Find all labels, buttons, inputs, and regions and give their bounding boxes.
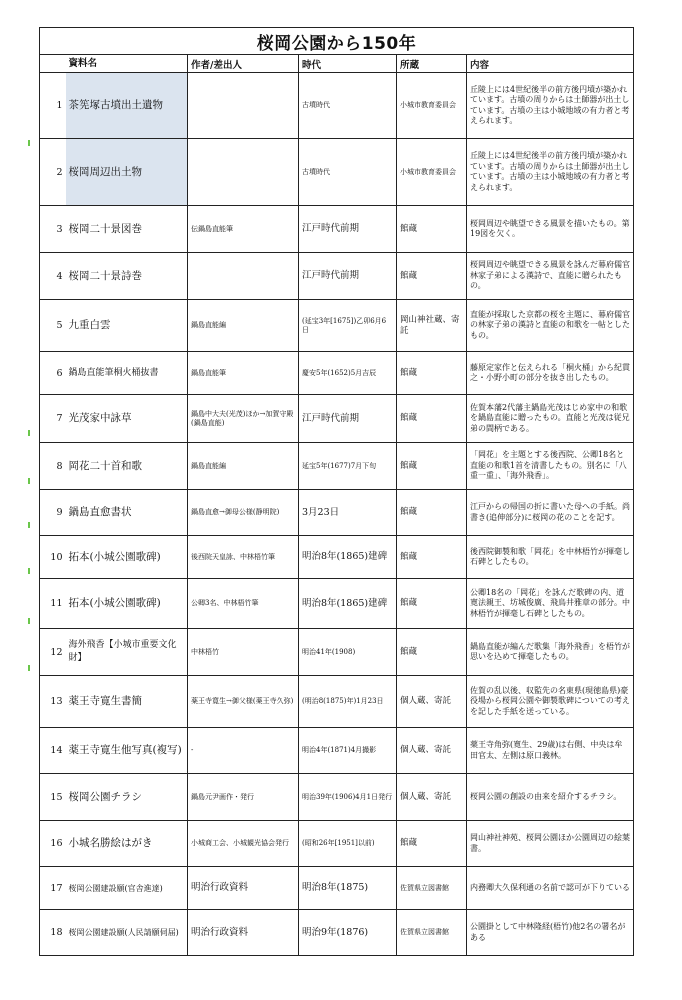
row-period: 明治41年(1908) — [299, 629, 397, 676]
row-number: 9 — [40, 490, 66, 536]
table-row — [40, 676, 634, 728]
row-location: 館蔵 — [397, 206, 467, 253]
row-marker — [28, 522, 30, 528]
row-name: 桜岡公園建設願(人民請願伺届) — [66, 910, 188, 956]
row-marker — [28, 430, 30, 436]
row-content: 丘陵上には4世紀後半の前方後円墳が築かれています。古墳の周りからは土師器が出土しています。古墳の主は小城地域の有力者と考えられます。 — [467, 139, 634, 206]
row-location: 館蔵 — [397, 253, 467, 300]
row-author — [188, 253, 299, 300]
row-location: 館蔵 — [397, 352, 467, 395]
row-location: 館蔵 — [397, 821, 467, 867]
row-author: 明治行政資料 — [188, 910, 299, 956]
row-name: 桜岡公園チラシ — [66, 774, 188, 821]
row-number: 8 — [40, 443, 66, 490]
row-content: 岡山神社神苑、桜岡公園ほか公園周辺の絵葉書。 — [467, 821, 634, 867]
table-row — [40, 253, 634, 300]
row-period: 明治8年(1865)建碑 — [299, 536, 397, 579]
row-number: 12 — [40, 629, 66, 676]
row-content: 桜岡周辺や眺望できる風景を詠んだ幕府儒官林家子弟による漢詩で、直能に贈られたもの。 — [467, 253, 634, 300]
row-location: 佐賀県立図書館 — [397, 910, 467, 956]
row-number: 17 — [40, 867, 66, 910]
row-author: 薬王寺寛生→御父様(薬王寺久弥) — [188, 676, 299, 728]
row-name: 岡花二十首和歌 — [66, 443, 188, 490]
table-row — [40, 728, 634, 774]
row-period: 江戸時代前期 — [299, 253, 397, 300]
exhibit-list-sheet — [39, 27, 633, 956]
row-number: 7 — [40, 395, 66, 443]
table-row — [40, 300, 634, 352]
row-name: 九重白雲 — [66, 300, 188, 352]
row-name: 桜岡周辺出土物 — [66, 139, 188, 206]
row-author: - — [188, 728, 299, 774]
row-location: 館蔵 — [397, 629, 467, 676]
header-author: 作者/差出人 — [188, 55, 299, 73]
row-author: 後西院天皇詠、中林梧竹筆 — [188, 536, 299, 579]
row-location: 館蔵 — [397, 490, 467, 536]
row-name: 桜岡公園建設願(官舎進達) — [66, 867, 188, 910]
row-location: 個人蔵、寄託 — [397, 676, 467, 728]
row-name: 光茂家中詠草 — [66, 395, 188, 443]
row-content: 佐賀本藩2代藩主鍋島光茂はじめ家中の和歌を鍋島直能に贈ったもの。直能と光茂は従兄弟の間柄である。 — [467, 395, 634, 443]
row-period: 明治8年(1865)建碑 — [299, 579, 397, 629]
header-content: 内容 — [467, 55, 634, 73]
row-marker — [28, 665, 30, 671]
row-author — [188, 73, 299, 139]
table-row — [40, 867, 634, 910]
row-author: 鍋島元尹画作・発行 — [188, 774, 299, 821]
table-row — [40, 73, 634, 139]
row-content: 公卿18名の「岡花」を詠んだ歌碑の内、道寛法親王、坊城俊廣、飛鳥井雅章の部分。中林梧竹が揮毫し石碑としたもの。 — [467, 579, 634, 629]
row-content: 藤原定家作と伝えられる「桐火桶」から紀貫之・小野小町の部分を抜き出したもの。 — [467, 352, 634, 395]
row-number: 6 — [40, 352, 66, 395]
table-row — [40, 490, 634, 536]
table-row — [40, 579, 634, 629]
row-author: 中林梧竹 — [188, 629, 299, 676]
row-name: 桜岡二十景詩巻 — [66, 253, 188, 300]
table-row — [40, 139, 634, 206]
row-content: 桜岡周辺や眺望できる風景を描いたもの。第19図を欠く。 — [467, 206, 634, 253]
row-content: 鍋島直能が編んだ歌集「海外飛香」を梧竹が思いを込めて揮毫したもの。 — [467, 629, 634, 676]
row-name: 拓本(小城公園歌碑) — [66, 579, 188, 629]
row-number: 15 — [40, 774, 66, 821]
row-content: 薬王寺角弥(寛生、29歳)は右側、中央は牟田官太、左側は原口義林。 — [467, 728, 634, 774]
row-period: 古墳時代 — [299, 73, 397, 139]
row-author: 鍋島直愈→御母公様(静明院) — [188, 490, 299, 536]
table-row — [40, 629, 634, 676]
table-row — [40, 395, 634, 443]
row-number: 18 — [40, 910, 66, 956]
row-location: 館蔵 — [397, 395, 467, 443]
table-row — [40, 910, 634, 956]
row-number: 3 — [40, 206, 66, 253]
row-number: 4 — [40, 253, 66, 300]
row-content: 佐賀の乱以後、収監先の名東県(現徳島県)豪役場から桜岡公園や御製歌碑についての考えを記した手紙を送っている。 — [467, 676, 634, 728]
row-location: 個人蔵、寄託 — [397, 728, 467, 774]
row-content: 内務卿大久保利通の名前で認可が下りている — [467, 867, 634, 910]
row-period: 慶安5年(1652)5月吉辰 — [299, 352, 397, 395]
row-period: 3月23日 — [299, 490, 397, 536]
row-period: 明治8年(1875) — [299, 867, 397, 910]
header-period: 時代 — [299, 55, 397, 73]
row-name: 海外飛香【小城市重要文化財】 — [66, 629, 188, 676]
row-name: 桜岡二十景図巻 — [66, 206, 188, 253]
row-period: (明治8(1875)年)1月23日 — [299, 676, 397, 728]
row-location: 小城市教育委員会 — [397, 73, 467, 139]
row-content: 丘陵上には4世紀後半の前方後円墳が築かれています。古墳の周りからは土師器が出土しています。古墳の主は小城地域の有力者と考えられます。 — [467, 73, 634, 139]
row-location: 館蔵 — [397, 579, 467, 629]
row-number: 10 — [40, 536, 66, 579]
row-number: 11 — [40, 579, 66, 629]
row-author: 鍋島直能編 — [188, 443, 299, 490]
row-period: 江戸時代前期 — [299, 395, 397, 443]
row-marker — [28, 568, 30, 574]
row-author — [188, 139, 299, 206]
row-author: 伝鍋島直能筆 — [188, 206, 299, 253]
row-content: 桜岡公園の創設の由来を紹介するチラシ。 — [467, 774, 634, 821]
row-period: (昭和26年[1951]以前) — [299, 821, 397, 867]
row-period: (延宝3年[1675])乙卯6月6日 — [299, 300, 397, 352]
row-content: 江戸からの帰国の折に書いた母への手紙。尚書き(追伸部分)に桜岡の花のことを記す。 — [467, 490, 634, 536]
row-content: 後西院御製和歌「岡花」を中林梧竹が揮毫し石碑としたもの。 — [467, 536, 634, 579]
row-number: 5 — [40, 300, 66, 352]
row-period: 明治9年(1876) — [299, 910, 397, 956]
table-header-row — [40, 55, 634, 73]
row-period: 延宝5年(1677)7月下旬 — [299, 443, 397, 490]
row-name: 茶筅塚古墳出土遺物 — [66, 73, 188, 139]
row-number: 1 — [40, 73, 66, 139]
row-number: 13 — [40, 676, 66, 728]
header-name: 資料名 — [66, 55, 188, 73]
row-location: 佐賀県立図書館 — [397, 867, 467, 910]
row-period: 明治4年(1871)4月撮影 — [299, 728, 397, 774]
exhibit-table — [39, 27, 634, 956]
row-location: 館蔵 — [397, 443, 467, 490]
row-period: 古墳時代 — [299, 139, 397, 206]
row-author: 公卿3名、中林梧竹筆 — [188, 579, 299, 629]
table-row — [40, 821, 634, 867]
row-period: 江戸時代前期 — [299, 206, 397, 253]
row-marker — [28, 478, 30, 484]
row-location: 岡山神社蔵、寄託 — [397, 300, 467, 352]
row-name: 薬王寺寛生書簡 — [66, 676, 188, 728]
row-name: 薬王寺寛生他写真(複写) — [66, 728, 188, 774]
row-location: 館蔵 — [397, 536, 467, 579]
row-content: 公園掛として中林隆経(梧竹)他2名の署名がある — [467, 910, 634, 956]
row-marker — [28, 140, 30, 146]
row-marker — [28, 618, 30, 624]
row-name: 拓本(小城公園歌碑) — [66, 536, 188, 579]
row-period: 明治39年(1906)4月1日発行 — [299, 774, 397, 821]
row-name: 小城名勝絵はがき — [66, 821, 188, 867]
row-author: 鍋島中大夫(光茂)ほか→加賀守殿(鍋島直能) — [188, 395, 299, 443]
header-location: 所蔵 — [397, 55, 467, 73]
header-number — [40, 55, 66, 73]
table-row — [40, 352, 634, 395]
row-number: 14 — [40, 728, 66, 774]
table-row — [40, 443, 634, 490]
row-author: 鍋島直能編 — [188, 300, 299, 352]
row-location: 小城市教育委員会 — [397, 139, 467, 206]
row-number: 16 — [40, 821, 66, 867]
row-location: 個人蔵、寄託 — [397, 774, 467, 821]
row-name: 鍋島直能筆桐火桶抜書 — [66, 352, 188, 395]
table-row — [40, 774, 634, 821]
row-author: 明治行政資料 — [188, 867, 299, 910]
row-author: 小城商工会、小城観光協会発行 — [188, 821, 299, 867]
row-author: 鍋島直能筆 — [188, 352, 299, 395]
row-number: 2 — [40, 139, 66, 206]
table-row — [40, 206, 634, 253]
table-row — [40, 536, 634, 579]
row-content: 「岡花」を主題とする後西院、公卿18名と直能の和歌1首を清書したもの。別名に「八重一重」、「海外飛香」。 — [467, 443, 634, 490]
row-name: 鍋島直愈書状 — [66, 490, 188, 536]
page-title: 桜岡公園から150年 — [40, 28, 634, 55]
row-content: 直能が採取した京都の桜を主題に、幕府儒官の林家子弟の漢詩と直能の和歌を一帖としたもの。 — [467, 300, 634, 352]
